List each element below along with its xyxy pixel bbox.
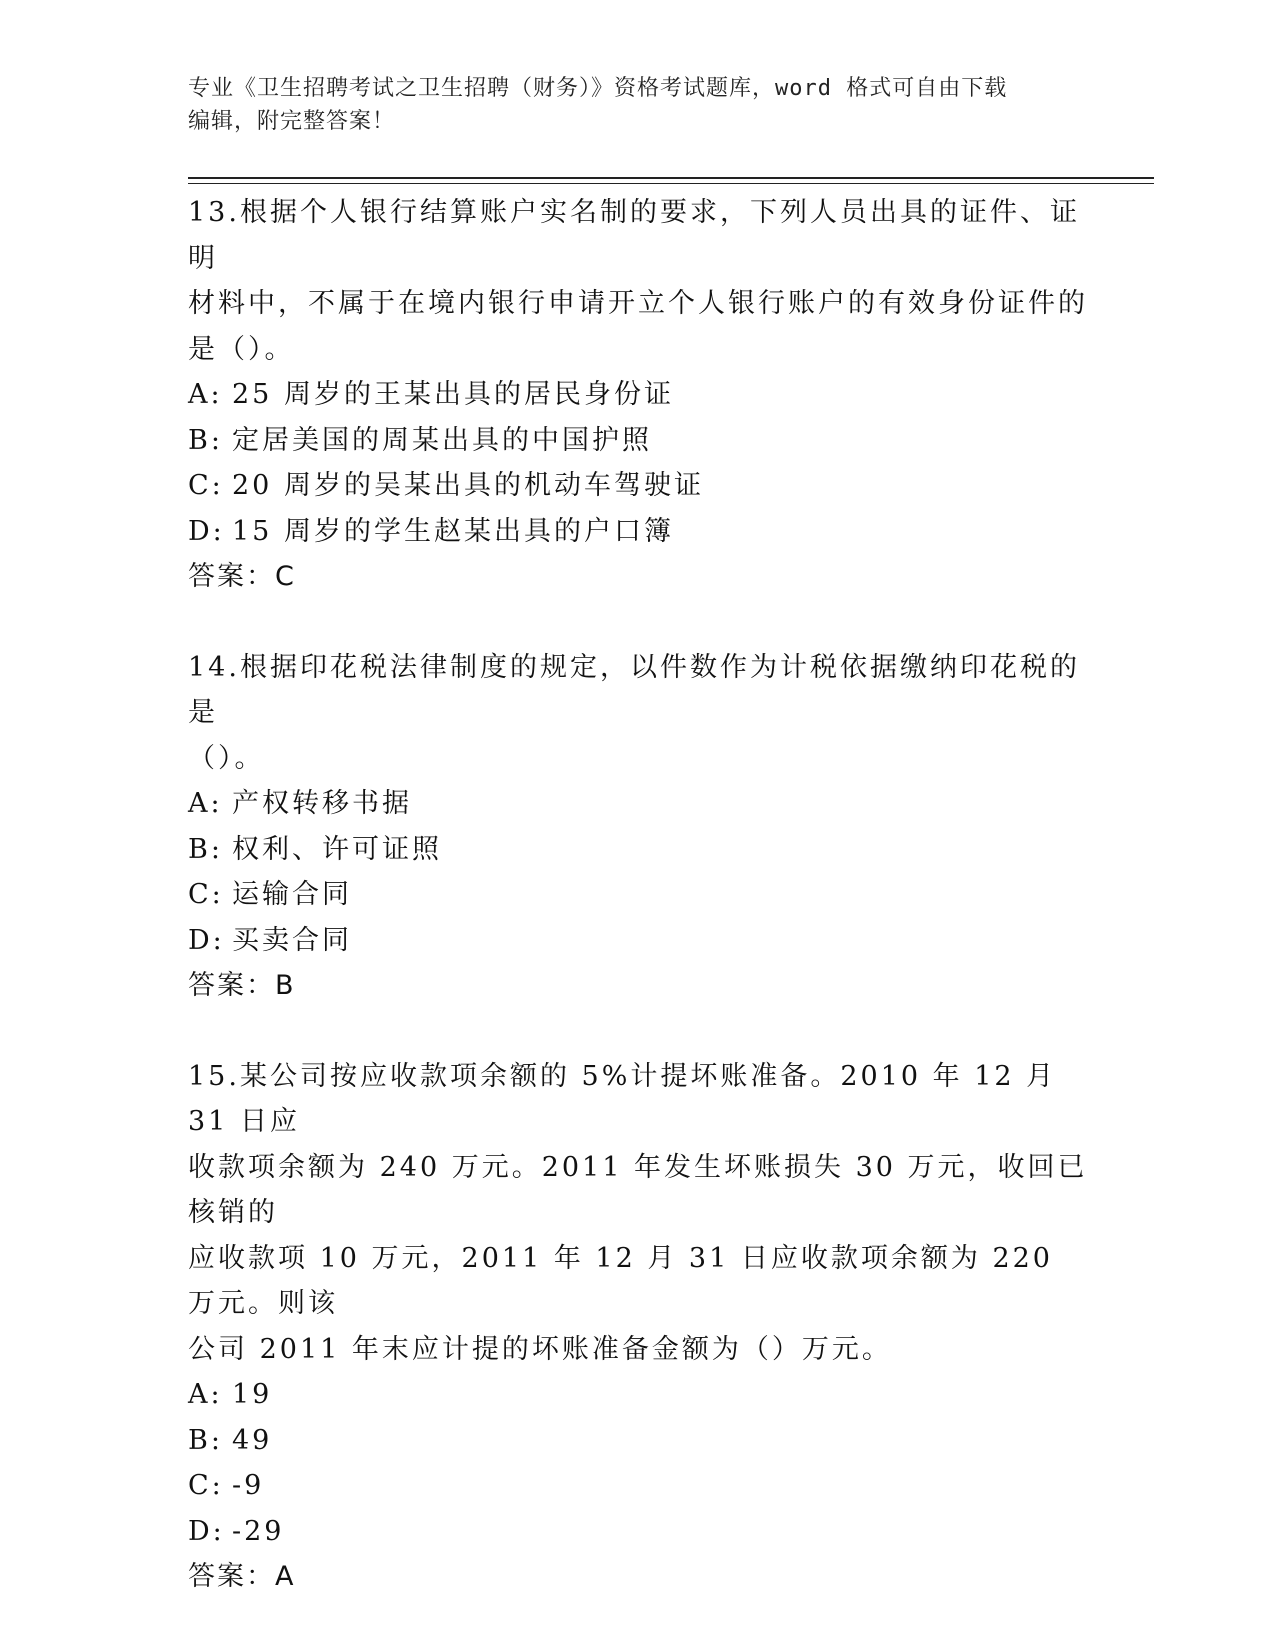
option-key: B: — [188, 1424, 223, 1456]
document-header — [188, 72, 1088, 138]
question-15-stem-line-4: 公司 2011 年末应计提的坏账准备金额为（）万元。 — [188, 1333, 892, 1365]
option-key: C: — [188, 470, 224, 501]
question-13-stem-line-1: 13.根据个人银行结算账户实名制的要求，下列人员出具的证件、证明 — [188, 197, 1080, 274]
option-key: B: — [188, 424, 223, 456]
option-key: C: — [188, 879, 224, 910]
option-key: A: — [188, 788, 223, 819]
question-15-stem-line-3: 应收款项 10 万元，2011 年 12 月 31 日应收款项余额为 220 万元。则该 — [188, 1242, 1053, 1319]
option-key: D: — [188, 1515, 225, 1547]
question-13-answer: 答案：C — [188, 561, 296, 592]
option-text: 49 — [232, 1424, 273, 1456]
option-text: 19 — [232, 1379, 273, 1410]
option-text: 买卖合同 — [232, 924, 352, 956]
option-key: D: — [188, 924, 225, 956]
header-line-1: 专业《卫生招聘考试之卫生招聘（财务）》资格考试题库，word 格式可自由下载 — [188, 76, 1008, 101]
question-15-option-d — [188, 1509, 1088, 1555]
question-13-stem-line-3: 是（）。 — [188, 333, 295, 365]
question-14-option-a — [188, 781, 1088, 827]
option-text: 15 周岁的学生赵某出具的户口簿 — [232, 515, 674, 547]
question-15-answer: 答案：A — [188, 1561, 296, 1592]
header-divider-thick — [188, 177, 1154, 179]
option-key: C: — [188, 1470, 224, 1501]
question-15-option-a — [188, 1372, 1088, 1418]
option-key: B: — [188, 833, 223, 865]
question-14-option-c — [188, 872, 1088, 918]
option-text: 定居美国的周某出具的中国护照 — [232, 424, 652, 456]
question-13-option-d — [188, 509, 1088, 555]
question-14-stem-line-1: 14.根据印花税法律制度的规定，以件数作为计税依据缴纳印花税的是 — [188, 651, 1080, 728]
header-divider-thin — [188, 183, 1154, 184]
question-13-option-c — [188, 463, 1088, 509]
question-13-option-a — [188, 372, 1088, 418]
question-14-option-d — [188, 918, 1088, 964]
question-list — [188, 190, 1088, 1645]
option-key: A: — [188, 1379, 223, 1410]
question-14 — [188, 645, 1088, 1009]
option-text: -9 — [232, 1470, 265, 1501]
question-13-stem-line-2: 材料中，不属于在境内银行申请开立个人银行账户的有效身份证件的 — [188, 288, 1088, 319]
option-text: 运输合同 — [232, 879, 352, 910]
question-15-option-b — [188, 1418, 1088, 1464]
question-13-option-b — [188, 418, 1088, 464]
option-text: 产权转移书据 — [232, 788, 412, 819]
option-text: -29 — [232, 1515, 285, 1547]
question-15 — [188, 1054, 1088, 1600]
option-text: 25 周岁的王某出具的居民身份证 — [232, 379, 674, 410]
question-14-answer: 答案：B — [188, 970, 296, 1001]
question-14-stem-line-2: （）。 — [188, 742, 265, 774]
question-13 — [188, 190, 1088, 600]
option-key: D: — [188, 515, 225, 547]
question-14-option-b — [188, 827, 1088, 873]
question-15-option-c — [188, 1463, 1088, 1509]
option-key: A: — [188, 379, 223, 410]
option-text: 权利、许可证照 — [232, 833, 442, 865]
header-line-2: 编辑，附完整答案！ — [188, 109, 396, 134]
question-15-stem-line-2: 收款项余额为 240 万元。2011 年发生坏账损失 30 万元，收回已核销的 — [188, 1151, 1088, 1228]
option-text: 20 周岁的吴某出具的机动车驾驶证 — [232, 470, 704, 501]
question-15-stem-line-1: 15.某公司按应收款项余额的 5%计提坏账准备。2010 年 12 月 31 日应 — [188, 1060, 1057, 1137]
